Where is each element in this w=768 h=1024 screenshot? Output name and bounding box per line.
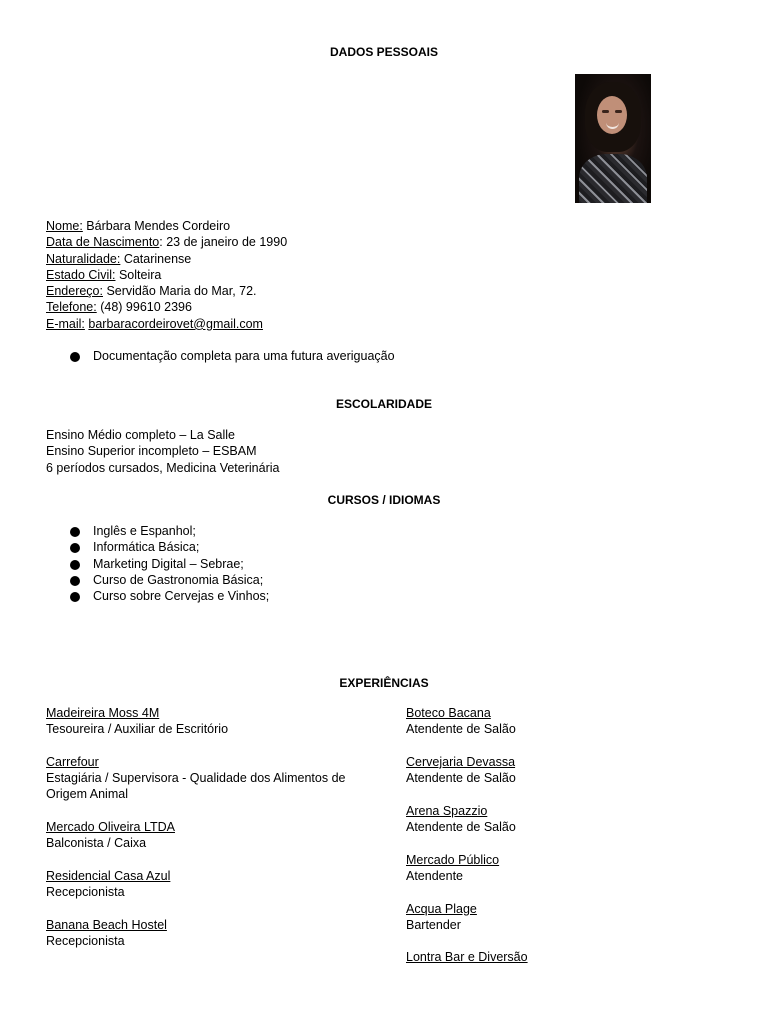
experience-left-column [46, 705, 376, 966]
job-role: Recepcionista [46, 885, 125, 900]
courses-list [70, 523, 269, 604]
field-marital-status: Estado Civil: Solteira [46, 267, 162, 282]
bullet-icon [70, 576, 80, 586]
profile-photo [575, 74, 651, 203]
experience-item [46, 819, 376, 852]
field-birthplace: Naturalidade: Catarinense [46, 251, 192, 266]
education-line: Ensino Médio completo – La Salle [46, 428, 236, 442]
field-email: E-mail: barbaracordeirovet@gmail.com [46, 316, 263, 331]
documentation-note [70, 348, 395, 364]
job-role: Atendente de Salão [406, 722, 516, 737]
job-role: Bartender [406, 917, 461, 932]
company-name: Acqua Plage [406, 901, 477, 916]
company-name: Boteco Bacana [406, 706, 491, 720]
experience-heading: EXPERIÊNCIAS [339, 676, 429, 690]
experience-item [46, 917, 376, 950]
company-name: Cervejaria Devassa [406, 754, 516, 769]
company-name: Lontra Bar e Diversão [406, 950, 528, 965]
company-name: Mercado Oliveira LTDA [46, 820, 175, 835]
field-name: Nome: Bárbara Mendes Cordeiro [46, 219, 231, 233]
experience-right-column [406, 705, 736, 982]
list-item: Documentação completa para uma futura averiguação [70, 348, 395, 364]
experience-item [46, 754, 376, 803]
experience-item [46, 705, 376, 738]
bullet-icon [70, 592, 80, 602]
job-role: Balconista / Caixa [46, 836, 147, 851]
experience-item [406, 901, 736, 934]
list-item: Informática Básica; [70, 539, 269, 555]
personal-fields [46, 218, 287, 332]
education-line: 6 períodos cursados, Medicina Veterinária [46, 460, 280, 475]
company-name: Madeireira Moss 4M [46, 706, 160, 720]
company-name: Banana Beach Hostel [46, 917, 167, 932]
experience-item [46, 868, 376, 901]
list-item: Curso de Gastronomia Básica; [70, 572, 269, 588]
education-heading: ESCOLARIDADE [335, 397, 432, 411]
experience-item [406, 803, 736, 836]
experience-item [406, 705, 736, 738]
company-name: Mercado Público [406, 852, 500, 867]
bullet-icon [70, 527, 80, 537]
personal-heading: DADOS PESSOAIS [329, 45, 439, 59]
experience-item [406, 949, 736, 965]
experience-item [406, 852, 736, 885]
field-birthdate: Data de Nascimento: 23 de janeiro de 1990 [46, 235, 288, 250]
list-item: Marketing Digital – Sebrae; [70, 556, 269, 572]
education-line: Ensino Superior incompleto – ESBAM [46, 444, 257, 459]
list-item: Curso sobre Cervejas e Vinhos; [70, 588, 269, 604]
job-role: Atendente [406, 868, 463, 883]
job-role: Atendente de Salão [406, 771, 516, 786]
bullet-icon [70, 543, 80, 553]
field-address: Endereço: Servidão Maria do Mar, 72. [46, 284, 257, 299]
company-name: Residencial Casa Azul [46, 868, 171, 883]
job-role: Tesoureira / Auxiliar de Escritório [46, 722, 229, 737]
job-role: Estagiária / Supervisora - Qualidade dos Alimentos de Origem Animal [46, 771, 346, 802]
experience-item [406, 754, 736, 787]
list-item: Inglês e Espanhol; [70, 523, 269, 539]
job-role: Recepcionista [46, 934, 125, 949]
bullet-icon [70, 352, 80, 362]
job-role: Atendente de Salão [406, 820, 516, 835]
field-phone: Telefone: (48) 99610 2396 [46, 300, 192, 315]
company-name: Arena Spazzio [406, 803, 488, 818]
bullet-icon [70, 560, 80, 570]
courses-heading: CURSOS / IDIOMAS [327, 493, 441, 507]
education-list [46, 427, 279, 476]
email-link[interactable]: barbaracordeirovet@gmail.com [88, 316, 263, 331]
company-name: Carrefour [46, 754, 99, 769]
